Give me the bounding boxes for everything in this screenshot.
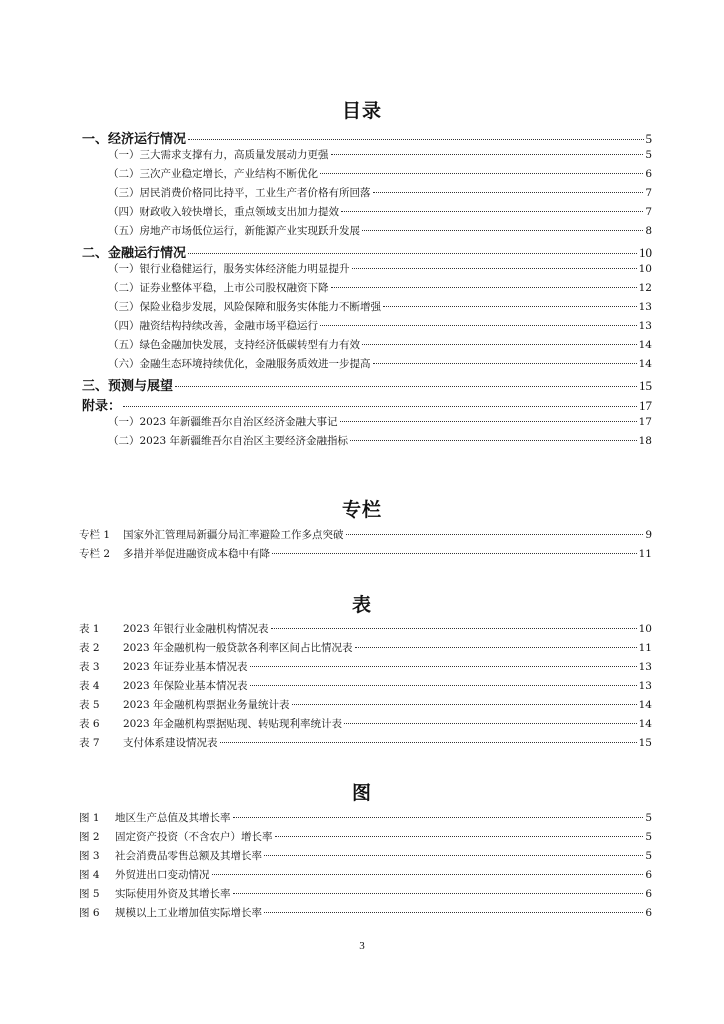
figure-entry[interactable]: [79, 867, 652, 885]
table-entry-page: 11: [638, 642, 652, 654]
dot-leader: [373, 192, 644, 193]
figure-entry-page: 6: [645, 869, 652, 881]
toc-entry-page: 13: [638, 320, 652, 332]
toc-entry-label: 一、经济运行情况: [82, 132, 187, 147]
column-entry-tag: 专栏 1: [79, 529, 111, 541]
figure-entry-label: 规模以上工业增加值实际增长率: [115, 907, 262, 919]
toc-entry-label: 二、金融运行情况: [82, 246, 187, 261]
toc-entry[interactable]: [108, 356, 652, 374]
tables-title: 表: [351, 594, 372, 616]
toc-entry-page: 8: [645, 225, 652, 237]
figure-entry-label: 地区生产总值及其增长率: [115, 812, 231, 824]
dot-leader: [188, 253, 637, 254]
toc-entry-label: （一）三大需求支撑有力，高质量发展动力更强: [108, 149, 329, 161]
toc-entry-label: （三）居民消费价格同比持平，工业生产者价格有所回落: [108, 187, 371, 199]
toc-entry[interactable]: [108, 166, 652, 184]
table-entry[interactable]: [79, 621, 652, 639]
toc-entry-page: 15: [639, 378, 652, 393]
column-entry-label: 国家外汇管理局新疆分局汇率避险工作多点突破: [123, 529, 344, 541]
figure-entry[interactable]: [79, 905, 652, 923]
figure-entry-page: 6: [645, 907, 652, 919]
dot-leader: [233, 817, 644, 818]
contents-title: 目录: [341, 100, 382, 122]
figure-entry[interactable]: [79, 886, 652, 904]
table-entry-page: 13: [638, 661, 652, 673]
table-entry-tag: 表 1: [79, 623, 100, 635]
dot-leader: [275, 836, 644, 837]
toc-entry[interactable]: [82, 395, 652, 413]
dot-leader: [346, 534, 644, 535]
toc-entry-label: （二）证券业整体平稳，上市公司股权融资下降: [108, 282, 329, 294]
toc-entry-page: 14: [638, 339, 652, 351]
toc-entry[interactable]: [108, 337, 652, 355]
toc-entry-page: 18: [638, 435, 652, 447]
toc-entry[interactable]: [108, 433, 652, 451]
dot-leader: [292, 704, 637, 705]
dot-leader: [123, 406, 637, 407]
toc-entry[interactable]: [108, 318, 652, 336]
dot-leader: [272, 553, 637, 554]
table-entry-tag: 表 6: [79, 718, 100, 730]
figure-entry-tag: 图 3: [79, 850, 100, 862]
figure-entry-page: 5: [645, 850, 652, 862]
figure-entry-tag: 图 1: [79, 812, 100, 824]
toc-entry-label: 附录：: [82, 399, 122, 414]
dot-leader: [271, 628, 637, 629]
table-entry-label: 2023 年金融机构票据贴现、转贴现利率统计表: [123, 718, 343, 730]
toc-entry-label: （四）财政收入较快增长，重点领域支出加力提效: [108, 206, 339, 218]
table-entry[interactable]: [79, 697, 652, 715]
toc-entry-label: （五）房地产市场低位运行，新能源产业实现跃升发展: [108, 225, 360, 237]
toc-entry-label: （五）绿色金融加快发展，支持经济低碳转型有力有效: [108, 339, 360, 351]
toc-entry-page: 10: [638, 263, 652, 275]
toc-entry[interactable]: [108, 261, 652, 279]
column-entry[interactable]: [79, 546, 652, 564]
dot-leader: [220, 742, 637, 743]
toc-entry[interactable]: [108, 280, 652, 298]
table-entry-label: 2023 年金融机构一般贷款各利率区间占比情况表: [123, 642, 353, 654]
toc-entry-label: （一）2023 年新疆维吾尔自治区经济金融大事记: [108, 416, 338, 428]
toc-entry-page: 5: [645, 131, 652, 146]
figures-title: 图: [351, 782, 372, 804]
dot-leader: [383, 306, 637, 307]
dot-leader: [188, 139, 643, 140]
table-entry-page: 15: [638, 737, 652, 749]
figure-entry[interactable]: [79, 810, 652, 828]
figure-entry-tag: 图 5: [79, 888, 100, 900]
dot-leader: [341, 211, 643, 212]
figure-entry-tag: 图 2: [79, 831, 100, 843]
toc-entry[interactable]: [108, 299, 652, 317]
table-entry-page: 14: [638, 718, 652, 730]
table-entry-page: 14: [638, 699, 652, 711]
figure-entry-page: 5: [645, 831, 652, 843]
dot-leader: [175, 386, 637, 387]
table-entry[interactable]: [79, 678, 652, 696]
toc-entry-label: （二）2023 年新疆维吾尔自治区主要经济金融指标: [108, 435, 349, 447]
column-entry-page: 9: [645, 529, 652, 541]
figure-entry[interactable]: [79, 829, 652, 847]
toc-entry[interactable]: [82, 242, 652, 260]
toc-entry[interactable]: [108, 223, 652, 241]
figure-entry-label: 实际使用外资及其增长率: [115, 888, 231, 900]
toc-entry-page: 12: [638, 282, 652, 294]
table-entry-tag: 表 2: [79, 642, 100, 654]
column-entry[interactable]: [79, 527, 652, 545]
dot-leader: [264, 855, 643, 856]
figure-entry-page: 6: [645, 888, 652, 900]
table-entry-page: 10: [638, 623, 652, 635]
toc-entry-page: 10: [639, 245, 652, 260]
toc-entry[interactable]: [108, 147, 652, 165]
toc-entry-label: 三、预测与展望: [82, 379, 174, 394]
toc-entry-label: （四）融资结构持续改善，金融市场平稳运行: [108, 320, 318, 332]
toc-entry-page: 17: [638, 416, 652, 428]
toc-entry[interactable]: [82, 128, 652, 146]
dot-leader: [362, 344, 637, 345]
dot-leader: [373, 363, 637, 364]
toc-entry-label: （六）金融生态环境持续优化，金融服务质效进一步提高: [108, 358, 371, 370]
figure-entry-label: 固定资产投资（不含农户）增长率: [115, 831, 273, 843]
toc-entry-page: 7: [645, 187, 652, 199]
toc-entry[interactable]: [108, 185, 652, 203]
dot-leader: [250, 685, 637, 686]
dot-leader: [352, 268, 637, 269]
toc-entry-page: 5: [645, 149, 652, 161]
toc-entry-label: （一）银行业稳健运行，服务实体经济能力明显提升: [108, 263, 350, 275]
dot-leader: [350, 440, 637, 441]
toc-entry-label: （二）三次产业稳定增长，产业结构不断优化: [108, 168, 318, 180]
toc-entry-page: 13: [638, 301, 652, 313]
table-entry-label: 2023 年金融机构票据业务量统计表: [123, 699, 290, 711]
toc-entry[interactable]: [82, 375, 652, 393]
figure-entry-label: 外贸进出口变动情况: [115, 869, 210, 881]
table-entry-label: 支付体系建设情况表: [123, 737, 218, 749]
table-entry-page: 13: [638, 680, 652, 692]
dot-leader: [264, 912, 643, 913]
dot-leader: [212, 874, 644, 875]
toc-entry-page: 17: [639, 398, 652, 413]
dot-leader: [320, 173, 643, 174]
columns-title: 专栏: [341, 499, 382, 521]
table-entry[interactable]: [79, 735, 652, 753]
dot-leader: [331, 154, 644, 155]
dot-leader: [331, 287, 637, 288]
figure-entry-tag: 图 6: [79, 907, 100, 919]
table-entry[interactable]: [79, 659, 652, 677]
column-entry-tag: 专栏 2: [79, 548, 111, 560]
toc-entry[interactable]: [108, 414, 652, 432]
table-entry-tag: 表 3: [79, 661, 100, 673]
table-entry-tag: 表 7: [79, 737, 100, 749]
figure-entry-tag: 图 4: [79, 869, 100, 881]
dot-leader: [355, 647, 637, 648]
table-entry[interactable]: [79, 716, 652, 734]
toc-entry-page: 7: [645, 206, 652, 218]
table-entry-tag: 表 4: [79, 680, 100, 692]
table-entry-label: 2023 年保险业基本情况表: [123, 680, 248, 692]
column-entry-label: 多措并举促进融资成本稳中有降: [123, 548, 270, 560]
toc-entry-page: 14: [638, 358, 652, 370]
figure-entry[interactable]: [79, 848, 652, 866]
toc-entry-label: （三）保险业稳步发展，风险保障和服务实体能力不断增强: [108, 301, 381, 313]
dot-leader: [362, 230, 643, 231]
table-entry-label: 2023 年银行业金融机构情况表: [123, 623, 269, 635]
figure-entry-page: 5: [645, 812, 652, 824]
dot-leader: [344, 723, 637, 724]
figure-entry-label: 社会消费品零售总额及其增长率: [115, 850, 262, 862]
toc-entry[interactable]: [108, 204, 652, 222]
column-entry-page: 11: [638, 548, 652, 560]
table-entry-tag: 表 5: [79, 699, 100, 711]
table-entry-label: 2023 年证券业基本情况表: [123, 661, 248, 673]
dot-leader: [320, 325, 637, 326]
dot-leader: [340, 421, 637, 422]
table-entry[interactable]: [79, 640, 652, 658]
toc-entry-page: 6: [645, 168, 652, 180]
dot-leader: [250, 666, 637, 667]
page-number: 3: [359, 940, 365, 952]
dot-leader: [233, 893, 644, 894]
